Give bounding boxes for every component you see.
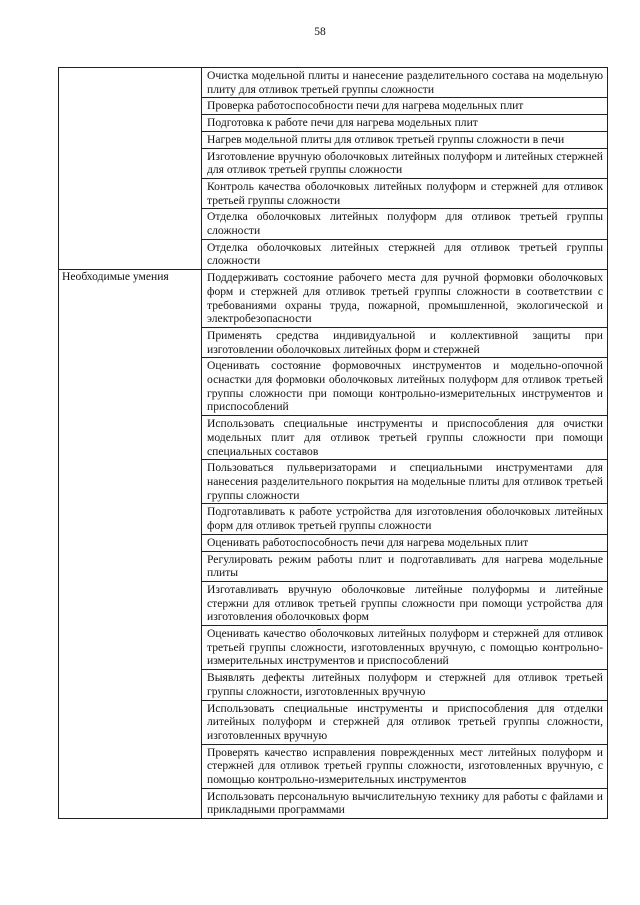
section-row-labor-actions xyxy=(59,68,608,270)
table-item: Изготовление вручную оболочковых литейных полуформ и литейных стержней для отливок третьей группы сложности xyxy=(202,148,607,178)
table-item: Оценивать состояние формовочных инструментов и модельно-опочной оснастки для формовки оболочковых литейных полуформ для отливок третьей группы сложности при помощи контрольно-измерительных инструментов и приспособлений xyxy=(202,357,607,415)
table-item: Оценивать качество оболочковых литейных полуформ и стержней для отливок третьей группы сложности, изготовленных вручную, с помощью контрольно-измерительных инструментов и приспособлений xyxy=(202,625,607,669)
section-items xyxy=(202,68,608,270)
table-item: Выявлять дефекты литейных полуформ и стержней для отливок третьей группы сложности, изготовленных вручную xyxy=(202,669,607,699)
section-row-required-skills xyxy=(59,270,608,819)
table-item: Отделка оболочковых литейных полуформ для отливок третьей группы сложности xyxy=(202,208,607,238)
table-item: Очистка модельной плиты и нанесение разделительного состава на модельную плиту для отливок третьей группы сложности xyxy=(207,69,603,96)
table-item: Использовать специальные инструменты и приспособления для отделки литейных полуформ и стержней для отливок третьей группы сложности, изготовленных вручную xyxy=(202,700,607,744)
table-item: Контроль качества оболочковых литейных полуформ и стержней для отливок третьей группы сложности xyxy=(202,178,607,208)
section-label: Необходимые умения xyxy=(59,270,202,819)
labor-functions-table xyxy=(58,67,608,819)
section-items xyxy=(202,270,608,819)
table-item: Подготавливать к работе устройства для изготовления оболочковых литейных форм для отливок третьей группы сложности xyxy=(202,503,607,533)
page-number: 58 xyxy=(314,26,326,38)
table-item: Проверять качество исправления поврежденных мест литейных полуформ и стержней для отливок третьей группы сложности, изготовленных вручную, с помощью контрольно-измерительных инструментов xyxy=(202,744,607,788)
table-item: Подготовка к работе печи для нагрева модельных плит xyxy=(202,114,607,131)
table-item: Оценивать работоспособность печи для нагрева модельных плит xyxy=(202,534,607,551)
table-item: Регулировать режим работы плит и подготавливать для нагрева модельные плиты xyxy=(202,551,607,581)
table-item: Использовать персональную вычислительную технику для работы с файлами и прикладными программами xyxy=(202,788,607,818)
table-item: Использовать специальные инструменты и приспособления для очистки модельных плит для отливок третьей группы сложности при помощи специальных составов xyxy=(202,415,607,459)
table-item: Применять средства индивидуальной и коллективной защиты при изготовлении оболочковых литейных форм и стержней xyxy=(202,327,607,357)
section-label xyxy=(59,68,202,270)
table-item: Отделка оболочковых литейных стержней для отливок третьей группы сложности xyxy=(202,239,607,269)
table-item: Нагрев модельной плиты для отливок третьей группы сложности в печи xyxy=(202,131,607,148)
table-item: Поддерживать состояние рабочего места для ручной формовки оболочковых форм и стержней для отливок третьей группы сложности в соответствии с требованиями охраны труда, пожарной, промышленной, экологической и электробезопасности xyxy=(207,271,603,326)
table-item: Проверка работоспособности печи для нагрева модельных плит xyxy=(202,97,607,114)
table-item: Изготавливать вручную оболочковые литейные полуформы и литейные стержни для отливок третьей группы сложности при помощи устройства для изготовления оболочковых форм xyxy=(202,581,607,625)
table-item: Пользоваться пульверизаторами и специальными инструментами для нанесения разделительного покрытия на модельные плиты для отливок третьей группы сложности xyxy=(202,459,607,503)
